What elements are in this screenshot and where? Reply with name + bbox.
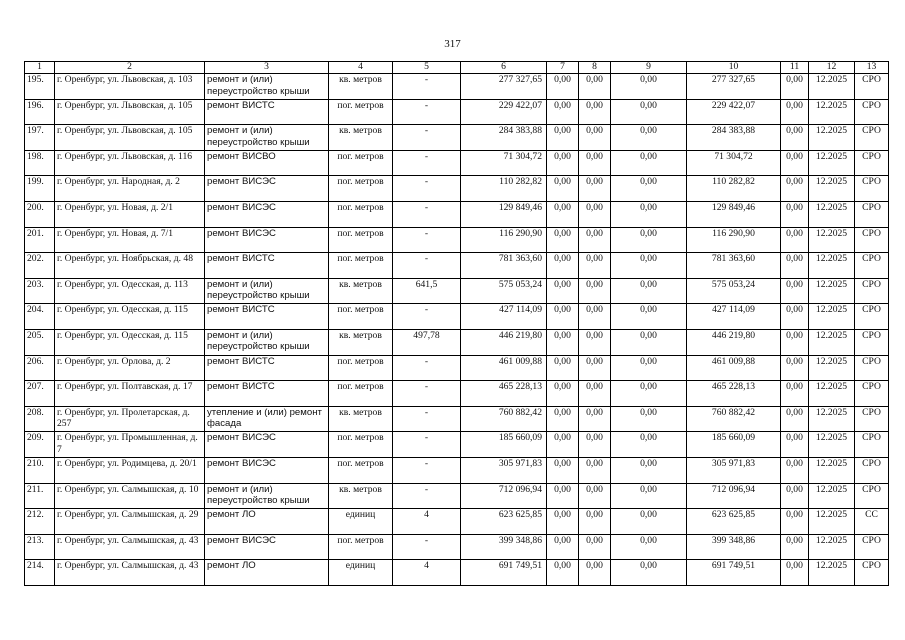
fund-cell-8: 0,00 bbox=[579, 483, 611, 509]
fund-cell-9: 0,00 bbox=[611, 509, 687, 535]
fund-cell-11: 0,00 bbox=[781, 176, 809, 202]
table-row bbox=[25, 329, 889, 355]
unit-cell: пог. метров bbox=[329, 457, 393, 483]
work-type-cell: ремонт ВИСТС bbox=[205, 355, 329, 381]
work-type-cell: ремонт ЛО bbox=[205, 509, 329, 535]
row-number: 211. bbox=[25, 483, 55, 509]
address-cell: г. Оренбург, ул. Новая, д. 2/1 bbox=[55, 201, 205, 227]
completion-date-cell: 12.2025 bbox=[809, 406, 855, 432]
quantity-cell: - bbox=[393, 355, 461, 381]
quantity-cell: 641,5 bbox=[393, 278, 461, 304]
fund-cell-10: 465 228,13 bbox=[687, 381, 781, 407]
unit-cell: пог. метров bbox=[329, 99, 393, 125]
completion-date-cell: 12.2025 bbox=[809, 304, 855, 330]
method-cell: СРО bbox=[855, 381, 889, 407]
row-number: 208. bbox=[25, 406, 55, 432]
column-header-9: 9 bbox=[611, 62, 687, 74]
fund-cell-7: 0,00 bbox=[547, 176, 579, 202]
row-number: 199. bbox=[25, 176, 55, 202]
quantity-cell: - bbox=[393, 483, 461, 509]
fund-cell-9: 0,00 bbox=[611, 125, 687, 151]
method-cell: СРО bbox=[855, 329, 889, 355]
work-type-cell: ремонт ВИСТС bbox=[205, 253, 329, 279]
row-number: 206. bbox=[25, 355, 55, 381]
fund-cell-10: 446 219,80 bbox=[687, 329, 781, 355]
fund-cell-7: 0,00 bbox=[547, 278, 579, 304]
unit-cell: кв. метров bbox=[329, 74, 393, 100]
row-number: 197. bbox=[25, 125, 55, 151]
fund-cell-9: 0,00 bbox=[611, 253, 687, 279]
fund-cell-10: 185 660,09 bbox=[687, 432, 781, 458]
fund-cell-7: 0,00 bbox=[547, 534, 579, 560]
fund-cell-9: 0,00 bbox=[611, 432, 687, 458]
fund-cell-11: 0,00 bbox=[781, 125, 809, 151]
fund-cell-11: 0,00 bbox=[781, 304, 809, 330]
fund-cell-11: 0,00 bbox=[781, 329, 809, 355]
fund-cell-8: 0,00 bbox=[579, 253, 611, 279]
method-cell: СРО bbox=[855, 74, 889, 100]
fund-cell-10: 623 625,85 bbox=[687, 509, 781, 535]
fund-cell-9: 0,00 bbox=[611, 74, 687, 100]
fund-cell-9: 0,00 bbox=[611, 304, 687, 330]
unit-cell: кв. метров bbox=[329, 406, 393, 432]
table-row bbox=[25, 381, 889, 407]
work-type-cell: ремонт ВИСЭС bbox=[205, 432, 329, 458]
column-header-3: 3 bbox=[205, 62, 329, 74]
quantity-cell: - bbox=[393, 534, 461, 560]
work-type-cell: ремонт ВИСТС bbox=[205, 304, 329, 330]
fund-cell-10: 284 383,88 bbox=[687, 125, 781, 151]
fund-cell-10: 760 882,42 bbox=[687, 406, 781, 432]
address-cell: г. Оренбург, ул. Ноябрьская, д. 48 bbox=[55, 253, 205, 279]
address-cell: г. Оренбург, ул. Одесская, д. 115 bbox=[55, 329, 205, 355]
fund-cell-10: 110 282,82 bbox=[687, 176, 781, 202]
fund-cell-8: 0,00 bbox=[579, 329, 611, 355]
row-number: 214. bbox=[25, 560, 55, 586]
column-header-11: 11 bbox=[781, 62, 809, 74]
quantity-cell: - bbox=[393, 381, 461, 407]
fund-cell-9: 0,00 bbox=[611, 278, 687, 304]
unit-cell: пог. метров bbox=[329, 150, 393, 176]
table-row bbox=[25, 99, 889, 125]
fund-cell-7: 0,00 bbox=[547, 406, 579, 432]
unit-cell: пог. метров bbox=[329, 253, 393, 279]
address-cell: г. Оренбург, ул. Салмышская, д. 43 bbox=[55, 560, 205, 586]
unit-cell: пог. метров bbox=[329, 534, 393, 560]
method-cell: СРО bbox=[855, 99, 889, 125]
column-header-8: 8 bbox=[579, 62, 611, 74]
total-cost-cell: 305 971,83 bbox=[461, 457, 547, 483]
total-cost-cell: 712 096,94 bbox=[461, 483, 547, 509]
fund-cell-9: 0,00 bbox=[611, 176, 687, 202]
fund-cell-11: 0,00 bbox=[781, 483, 809, 509]
table-row bbox=[25, 355, 889, 381]
column-header-10: 10 bbox=[687, 62, 781, 74]
fund-cell-9: 0,00 bbox=[611, 355, 687, 381]
fund-cell-10: 575 053,24 bbox=[687, 278, 781, 304]
address-cell: г. Оренбург, ул. Одесская, д. 113 bbox=[55, 278, 205, 304]
row-number: 201. bbox=[25, 227, 55, 253]
method-cell: СРО bbox=[855, 125, 889, 151]
quantity-cell: - bbox=[393, 99, 461, 125]
column-header-5: 5 bbox=[393, 62, 461, 74]
fund-cell-10: 116 290,90 bbox=[687, 227, 781, 253]
fund-cell-7: 0,00 bbox=[547, 509, 579, 535]
fund-cell-11: 0,00 bbox=[781, 227, 809, 253]
table-row bbox=[25, 509, 889, 535]
fund-cell-8: 0,00 bbox=[579, 74, 611, 100]
completion-date-cell: 12.2025 bbox=[809, 355, 855, 381]
total-cost-cell: 691 749,51 bbox=[461, 560, 547, 586]
method-cell: СРО bbox=[855, 253, 889, 279]
fund-cell-7: 0,00 bbox=[547, 355, 579, 381]
column-header-2: 2 bbox=[55, 62, 205, 74]
table-row bbox=[25, 406, 889, 432]
quantity-cell: 4 bbox=[393, 509, 461, 535]
method-cell: СРО bbox=[855, 406, 889, 432]
total-cost-cell: 185 660,09 bbox=[461, 432, 547, 458]
quantity-cell: - bbox=[393, 304, 461, 330]
unit-cell: пог. метров bbox=[329, 304, 393, 330]
address-cell: г. Оренбург, ул. Орлова, д. 2 bbox=[55, 355, 205, 381]
quantity-cell: 4 bbox=[393, 560, 461, 586]
completion-date-cell: 12.2025 bbox=[809, 560, 855, 586]
total-cost-cell: 116 290,90 bbox=[461, 227, 547, 253]
fund-cell-11: 0,00 bbox=[781, 509, 809, 535]
row-number: 202. bbox=[25, 253, 55, 279]
fund-cell-11: 0,00 bbox=[781, 355, 809, 381]
fund-cell-10: 277 327,65 bbox=[687, 74, 781, 100]
row-number: 198. bbox=[25, 150, 55, 176]
column-header-12: 12 bbox=[809, 62, 855, 74]
capital-repair-table bbox=[24, 61, 889, 586]
fund-cell-10: 781 363,60 bbox=[687, 253, 781, 279]
fund-cell-11: 0,00 bbox=[781, 457, 809, 483]
completion-date-cell: 12.2025 bbox=[809, 329, 855, 355]
unit-cell: единиц bbox=[329, 509, 393, 535]
row-number: 196. bbox=[25, 99, 55, 125]
column-header-1: 1 bbox=[25, 62, 55, 74]
completion-date-cell: 12.2025 bbox=[809, 99, 855, 125]
method-cell: СРО bbox=[855, 355, 889, 381]
table-row bbox=[25, 432, 889, 458]
fund-cell-11: 0,00 bbox=[781, 99, 809, 125]
table-row bbox=[25, 483, 889, 509]
completion-date-cell: 12.2025 bbox=[809, 176, 855, 202]
work-type-cell: утепление и (или) ремонт фасада bbox=[205, 406, 329, 432]
fund-cell-11: 0,00 bbox=[781, 278, 809, 304]
fund-cell-11: 0,00 bbox=[781, 381, 809, 407]
fund-cell-11: 0,00 bbox=[781, 74, 809, 100]
address-cell: г. Оренбург, ул. Новая, д. 7/1 bbox=[55, 227, 205, 253]
total-cost-cell: 277 327,65 bbox=[461, 74, 547, 100]
fund-cell-10: 129 849,46 bbox=[687, 201, 781, 227]
quantity-cell: - bbox=[393, 432, 461, 458]
work-type-cell: ремонт и (или) переустройство крыши bbox=[205, 483, 329, 509]
fund-cell-8: 0,00 bbox=[579, 381, 611, 407]
work-type-cell: ремонт ЛО bbox=[205, 560, 329, 586]
table-row bbox=[25, 534, 889, 560]
fund-cell-11: 0,00 bbox=[781, 253, 809, 279]
work-type-cell: ремонт ВИСЭС bbox=[205, 534, 329, 560]
row-number: 209. bbox=[25, 432, 55, 458]
work-type-cell: ремонт ВИСЭС bbox=[205, 201, 329, 227]
fund-cell-8: 0,00 bbox=[579, 99, 611, 125]
total-cost-cell: 760 882,42 bbox=[461, 406, 547, 432]
fund-cell-7: 0,00 bbox=[547, 99, 579, 125]
total-cost-cell: 399 348,86 bbox=[461, 534, 547, 560]
row-number: 207. bbox=[25, 381, 55, 407]
address-cell: г. Оренбург, ул. Львовская, д. 103 bbox=[55, 74, 205, 100]
fund-cell-7: 0,00 bbox=[547, 227, 579, 253]
unit-cell: кв. метров bbox=[329, 329, 393, 355]
work-type-cell: ремонт и (или) переустройство крыши bbox=[205, 278, 329, 304]
fund-cell-7: 0,00 bbox=[547, 432, 579, 458]
method-cell: СРО bbox=[855, 227, 889, 253]
work-type-cell: ремонт и (или) переустройство крыши bbox=[205, 125, 329, 151]
method-cell: СРО bbox=[855, 150, 889, 176]
address-cell: г. Оренбург, ул. Родимцева, д. 20/1 bbox=[55, 457, 205, 483]
column-header-7: 7 bbox=[547, 62, 579, 74]
completion-date-cell: 12.2025 bbox=[809, 432, 855, 458]
total-cost-cell: 229 422,07 bbox=[461, 99, 547, 125]
table-row bbox=[25, 201, 889, 227]
unit-cell: пог. метров bbox=[329, 176, 393, 202]
address-cell: г. Оренбург, ул. Полтавская, д. 17 bbox=[55, 381, 205, 407]
fund-cell-9: 0,00 bbox=[611, 150, 687, 176]
fund-cell-9: 0,00 bbox=[611, 99, 687, 125]
quantity-cell: - bbox=[393, 150, 461, 176]
address-cell: г. Оренбург, ул. Львовская, д. 105 bbox=[55, 99, 205, 125]
table-row bbox=[25, 150, 889, 176]
fund-cell-8: 0,00 bbox=[579, 355, 611, 381]
address-cell: г. Оренбург, ул. Салмышская, д. 10 bbox=[55, 483, 205, 509]
fund-cell-8: 0,00 bbox=[579, 432, 611, 458]
quantity-cell: - bbox=[393, 227, 461, 253]
quantity-cell: - bbox=[393, 176, 461, 202]
fund-cell-10: 305 971,83 bbox=[687, 457, 781, 483]
total-cost-cell: 427 114,09 bbox=[461, 304, 547, 330]
table-row bbox=[25, 278, 889, 304]
unit-cell: единиц bbox=[329, 560, 393, 586]
address-cell: г. Оренбург, ул. Народная, д. 2 bbox=[55, 176, 205, 202]
completion-date-cell: 12.2025 bbox=[809, 201, 855, 227]
fund-cell-8: 0,00 bbox=[579, 278, 611, 304]
row-number: 210. bbox=[25, 457, 55, 483]
total-cost-cell: 284 383,88 bbox=[461, 125, 547, 151]
fund-cell-7: 0,00 bbox=[547, 253, 579, 279]
table-row bbox=[25, 125, 889, 151]
address-cell: г. Оренбург, ул. Пролетарская, д. 257 bbox=[55, 406, 205, 432]
completion-date-cell: 12.2025 bbox=[809, 509, 855, 535]
unit-cell: кв. метров bbox=[329, 125, 393, 151]
total-cost-cell: 623 625,85 bbox=[461, 509, 547, 535]
unit-cell: пог. метров bbox=[329, 355, 393, 381]
table-row bbox=[25, 253, 889, 279]
fund-cell-8: 0,00 bbox=[579, 560, 611, 586]
method-cell: СРО bbox=[855, 457, 889, 483]
row-number: 195. bbox=[25, 74, 55, 100]
fund-cell-8: 0,00 bbox=[579, 125, 611, 151]
unit-cell: пог. метров bbox=[329, 201, 393, 227]
total-cost-cell: 446 219,80 bbox=[461, 329, 547, 355]
completion-date-cell: 12.2025 bbox=[809, 74, 855, 100]
total-cost-cell: 465 228,13 bbox=[461, 381, 547, 407]
work-type-cell: ремонт ВИСЭС bbox=[205, 176, 329, 202]
completion-date-cell: 12.2025 bbox=[809, 278, 855, 304]
unit-cell: кв. метров bbox=[329, 483, 393, 509]
fund-cell-7: 0,00 bbox=[547, 125, 579, 151]
fund-cell-8: 0,00 bbox=[579, 304, 611, 330]
total-cost-cell: 575 053,24 bbox=[461, 278, 547, 304]
fund-cell-7: 0,00 bbox=[547, 483, 579, 509]
table-row bbox=[25, 74, 889, 100]
fund-cell-10: 712 096,94 bbox=[687, 483, 781, 509]
quantity-cell: - bbox=[393, 253, 461, 279]
method-cell: СРО bbox=[855, 483, 889, 509]
quantity-cell: 497,78 bbox=[393, 329, 461, 355]
method-cell: СРО bbox=[855, 560, 889, 586]
fund-cell-9: 0,00 bbox=[611, 329, 687, 355]
column-header-6: 6 bbox=[461, 62, 547, 74]
work-type-cell: ремонт ВИСТС bbox=[205, 381, 329, 407]
address-cell: г. Оренбург, ул. Салмышская, д. 29 bbox=[55, 509, 205, 535]
completion-date-cell: 12.2025 bbox=[809, 227, 855, 253]
fund-cell-10: 399 348,86 bbox=[687, 534, 781, 560]
fund-cell-7: 0,00 bbox=[547, 74, 579, 100]
fund-cell-7: 0,00 bbox=[547, 381, 579, 407]
fund-cell-11: 0,00 bbox=[781, 201, 809, 227]
fund-cell-10: 691 749,51 bbox=[687, 560, 781, 586]
work-type-cell: ремонт и (или) переустройство крыши bbox=[205, 74, 329, 100]
fund-cell-10: 461 009,88 bbox=[687, 355, 781, 381]
completion-date-cell: 12.2025 bbox=[809, 150, 855, 176]
address-cell: г. Оренбург, ул. Салмышская, д. 43 bbox=[55, 534, 205, 560]
work-type-cell: ремонт ВИСВО bbox=[205, 150, 329, 176]
total-cost-cell: 110 282,82 bbox=[461, 176, 547, 202]
column-header-13: 13 bbox=[855, 62, 889, 74]
method-cell: СРО bbox=[855, 176, 889, 202]
fund-cell-8: 0,00 bbox=[579, 176, 611, 202]
table-row bbox=[25, 227, 889, 253]
fund-cell-9: 0,00 bbox=[611, 381, 687, 407]
table-row bbox=[25, 560, 889, 586]
method-cell: СРО bbox=[855, 304, 889, 330]
fund-cell-8: 0,00 bbox=[579, 534, 611, 560]
fund-cell-9: 0,00 bbox=[611, 457, 687, 483]
work-type-cell: ремонт ВИСЭС bbox=[205, 457, 329, 483]
row-number: 205. bbox=[25, 329, 55, 355]
work-type-cell: ремонт ВИСТС bbox=[205, 99, 329, 125]
fund-cell-9: 0,00 bbox=[611, 560, 687, 586]
fund-cell-11: 0,00 bbox=[781, 534, 809, 560]
method-cell: СРО bbox=[855, 534, 889, 560]
completion-date-cell: 12.2025 bbox=[809, 125, 855, 151]
quantity-cell: - bbox=[393, 457, 461, 483]
fund-cell-7: 0,00 bbox=[547, 150, 579, 176]
fund-cell-9: 0,00 bbox=[611, 201, 687, 227]
column-header-4: 4 bbox=[329, 62, 393, 74]
table-body bbox=[25, 74, 889, 586]
fund-cell-10: 71 304,72 bbox=[687, 150, 781, 176]
quantity-cell: - bbox=[393, 125, 461, 151]
row-number: 200. bbox=[25, 201, 55, 227]
fund-cell-8: 0,00 bbox=[579, 406, 611, 432]
unit-cell: кв. метров bbox=[329, 278, 393, 304]
total-cost-cell: 71 304,72 bbox=[461, 150, 547, 176]
fund-cell-10: 427 114,09 bbox=[687, 304, 781, 330]
unit-cell: пог. метров bbox=[329, 432, 393, 458]
method-cell: СРО bbox=[855, 432, 889, 458]
fund-cell-7: 0,00 bbox=[547, 304, 579, 330]
row-number: 213. bbox=[25, 534, 55, 560]
completion-date-cell: 12.2025 bbox=[809, 534, 855, 560]
work-type-cell: ремонт и (или) переустройство крыши bbox=[205, 329, 329, 355]
completion-date-cell: 12.2025 bbox=[809, 483, 855, 509]
completion-date-cell: 12.2025 bbox=[809, 457, 855, 483]
fund-cell-8: 0,00 bbox=[579, 509, 611, 535]
total-cost-cell: 129 849,46 bbox=[461, 201, 547, 227]
fund-cell-7: 0,00 bbox=[547, 560, 579, 586]
fund-cell-10: 229 422,07 bbox=[687, 99, 781, 125]
fund-cell-9: 0,00 bbox=[611, 534, 687, 560]
fund-cell-9: 0,00 bbox=[611, 483, 687, 509]
fund-cell-9: 0,00 bbox=[611, 227, 687, 253]
fund-cell-8: 0,00 bbox=[579, 457, 611, 483]
quantity-cell: - bbox=[393, 74, 461, 100]
unit-cell: пог. метров bbox=[329, 227, 393, 253]
quantity-cell: - bbox=[393, 406, 461, 432]
table-row bbox=[25, 457, 889, 483]
table-row bbox=[25, 304, 889, 330]
method-cell: СРО bbox=[855, 201, 889, 227]
fund-cell-7: 0,00 bbox=[547, 329, 579, 355]
quantity-cell: - bbox=[393, 201, 461, 227]
address-cell: г. Оренбург, ул. Львовская, д. 116 bbox=[55, 150, 205, 176]
address-cell: г. Оренбург, ул. Одесская, д. 115 bbox=[55, 304, 205, 330]
fund-cell-11: 0,00 bbox=[781, 432, 809, 458]
fund-cell-11: 0,00 bbox=[781, 150, 809, 176]
page-number: 317 bbox=[444, 38, 461, 50]
fund-cell-8: 0,00 bbox=[579, 201, 611, 227]
fund-cell-9: 0,00 bbox=[611, 406, 687, 432]
total-cost-cell: 781 363,60 bbox=[461, 253, 547, 279]
table-row bbox=[25, 176, 889, 202]
method-cell: СС bbox=[855, 509, 889, 535]
completion-date-cell: 12.2025 bbox=[809, 253, 855, 279]
column-number-header-row bbox=[25, 62, 889, 74]
total-cost-cell: 461 009,88 bbox=[461, 355, 547, 381]
row-number: 203. bbox=[25, 278, 55, 304]
fund-cell-11: 0,00 bbox=[781, 560, 809, 586]
row-number: 212. bbox=[25, 509, 55, 535]
work-type-cell: ремонт ВИСЭС bbox=[205, 227, 329, 253]
fund-cell-11: 0,00 bbox=[781, 406, 809, 432]
row-number: 204. bbox=[25, 304, 55, 330]
completion-date-cell: 12.2025 bbox=[809, 381, 855, 407]
fund-cell-7: 0,00 bbox=[547, 457, 579, 483]
unit-cell: пог. метров bbox=[329, 381, 393, 407]
fund-cell-7: 0,00 bbox=[547, 201, 579, 227]
address-cell: г. Оренбург, ул. Промышленная, д. 7 bbox=[55, 432, 205, 458]
address-cell: г. Оренбург, ул. Львовская, д. 105 bbox=[55, 125, 205, 151]
fund-cell-8: 0,00 bbox=[579, 227, 611, 253]
method-cell: СРО bbox=[855, 278, 889, 304]
fund-cell-8: 0,00 bbox=[579, 150, 611, 176]
